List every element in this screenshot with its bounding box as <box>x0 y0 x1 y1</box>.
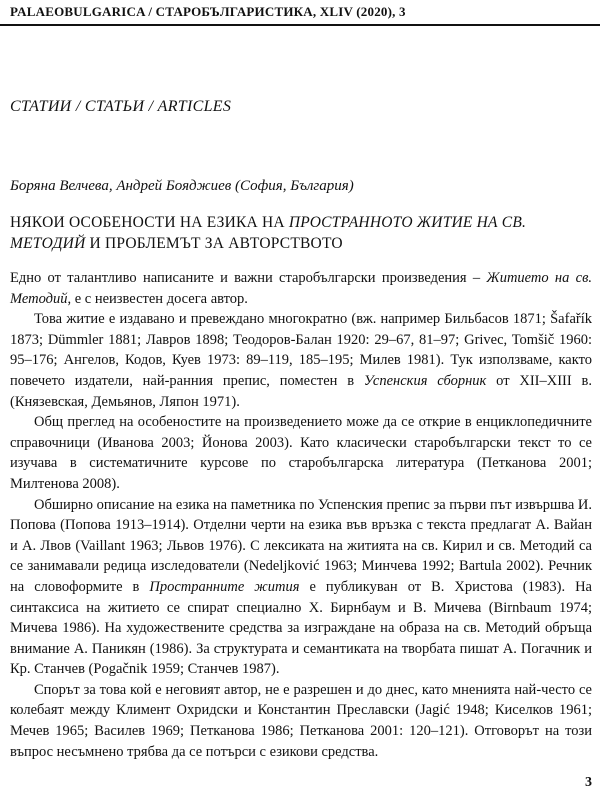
paragraph-4-c: е публикуван от В. Христова (1983). На синтаксиса на житието се спират специално Х. Бирнбаум и В. Мичева (Birnbaum 1974; Мичева 1986). На художествените средства за изграждане на образа на св. Методий обръща внимание А. Паникян (1986). За структурата и семантиката на творбата пишат А. Погачник и Кр. Станчев (Pogačnik 1959; Станчев 1987). <box>10 578 592 678</box>
running-head: PALAEOBULGARICA / СТАРОБЪЛГАРИСТИКА, XLIV (2020), 3 <box>10 4 406 19</box>
paragraph-1-a: Едно от талантливо написаните и важни старобългарски произведения – <box>10 270 487 286</box>
paragraph-1 <box>10 268 592 309</box>
paragraph-2-a: Това житие е издавано и превеждано многократно (вж. например Бильбасов 1871; Šafařík 1873; Dümmler 1881; Лавров 1898; Теодоров-Балан 1920: 29–67, 81–97; Grivec, Tomšič 1960: 95–176; Ангелов, Кодов, Куев 1973: 89–119, 185–195; Милев 1981). Тук използваме, както повечето издатели, най-ранния препис, поместен в <box>10 311 592 389</box>
paragraph-4-a: Обширно описание на езика на паметника по Успенския препис за първи път извършва И. Попова (Попова 1913–1914). Отделни черти на езика във връзка с текста предлагат А. Вайан и А. Лвов (Vaillant 1963; Львов 1976). С лексиката на житията на св. Кирил и св. Методий са се занимавали редица изследователи (Nedeljković 1963; Минчева 1992; Bartula 2002). Речник на словоформите в <box>10 496 592 595</box>
paragraph-2-c: от XII–XIII в. (Князевская, Демьянов, Ляпон 1971). <box>10 372 592 410</box>
article-body <box>10 268 592 762</box>
paragraph-3: Общ преглед на особеностите на произведението може да се открие в енциклопедичните справочници (Иванова 2003; Йонова 2003). Като класически старобългарски текст то се изучава в систематичните курсове по старобългарска литература (Петканова 2001; Милтенова 2008). <box>10 414 592 492</box>
paragraph-1-italic: Житието на св. Методий <box>10 270 592 307</box>
section-label: СТАТИИ / СТАТЬИ / ARTICLES <box>10 98 232 115</box>
title-part-1: НЯКОИ ОСОБЕНОСТИ НА ЕЗИКА НА <box>10 214 289 231</box>
article-authors: Боряна Велчева, Андрей Бояджиев (София, България) <box>10 178 354 194</box>
paragraph-5: Спорът за това кой е неговият автор, не е разрешен и до днес, като мненията най-често се колебаят между Климент Охридски и Константин Преславски (Jagić 1948; Киселков 1961; Мечев 1965; Василев 1969; Петканова 1986; Петканова 2001: 120–121). Отговорът на този въпрос несъмнено трябва да се потърси с езикови средства. <box>10 681 592 760</box>
paragraph-4 <box>10 495 592 680</box>
paragraph-4-italic: Пространните жития <box>149 578 300 595</box>
paragraph-2-italic: Успенския сборник <box>363 372 487 389</box>
paragraph-2 <box>10 309 592 412</box>
title-part-2-italic: ПРОСТРАННОТО ЖИТИЕ НА СВ. МЕТОДИЙ <box>10 214 527 252</box>
header-rule <box>0 24 600 26</box>
page-number: 3 <box>585 775 592 790</box>
title-part-3: И ПРОБЛЕМЪТ ЗА АВТОРСТВОТО <box>85 235 343 252</box>
article-title <box>10 212 590 254</box>
paragraph-1-c: , е с неизвестен досега автор. <box>67 290 248 307</box>
